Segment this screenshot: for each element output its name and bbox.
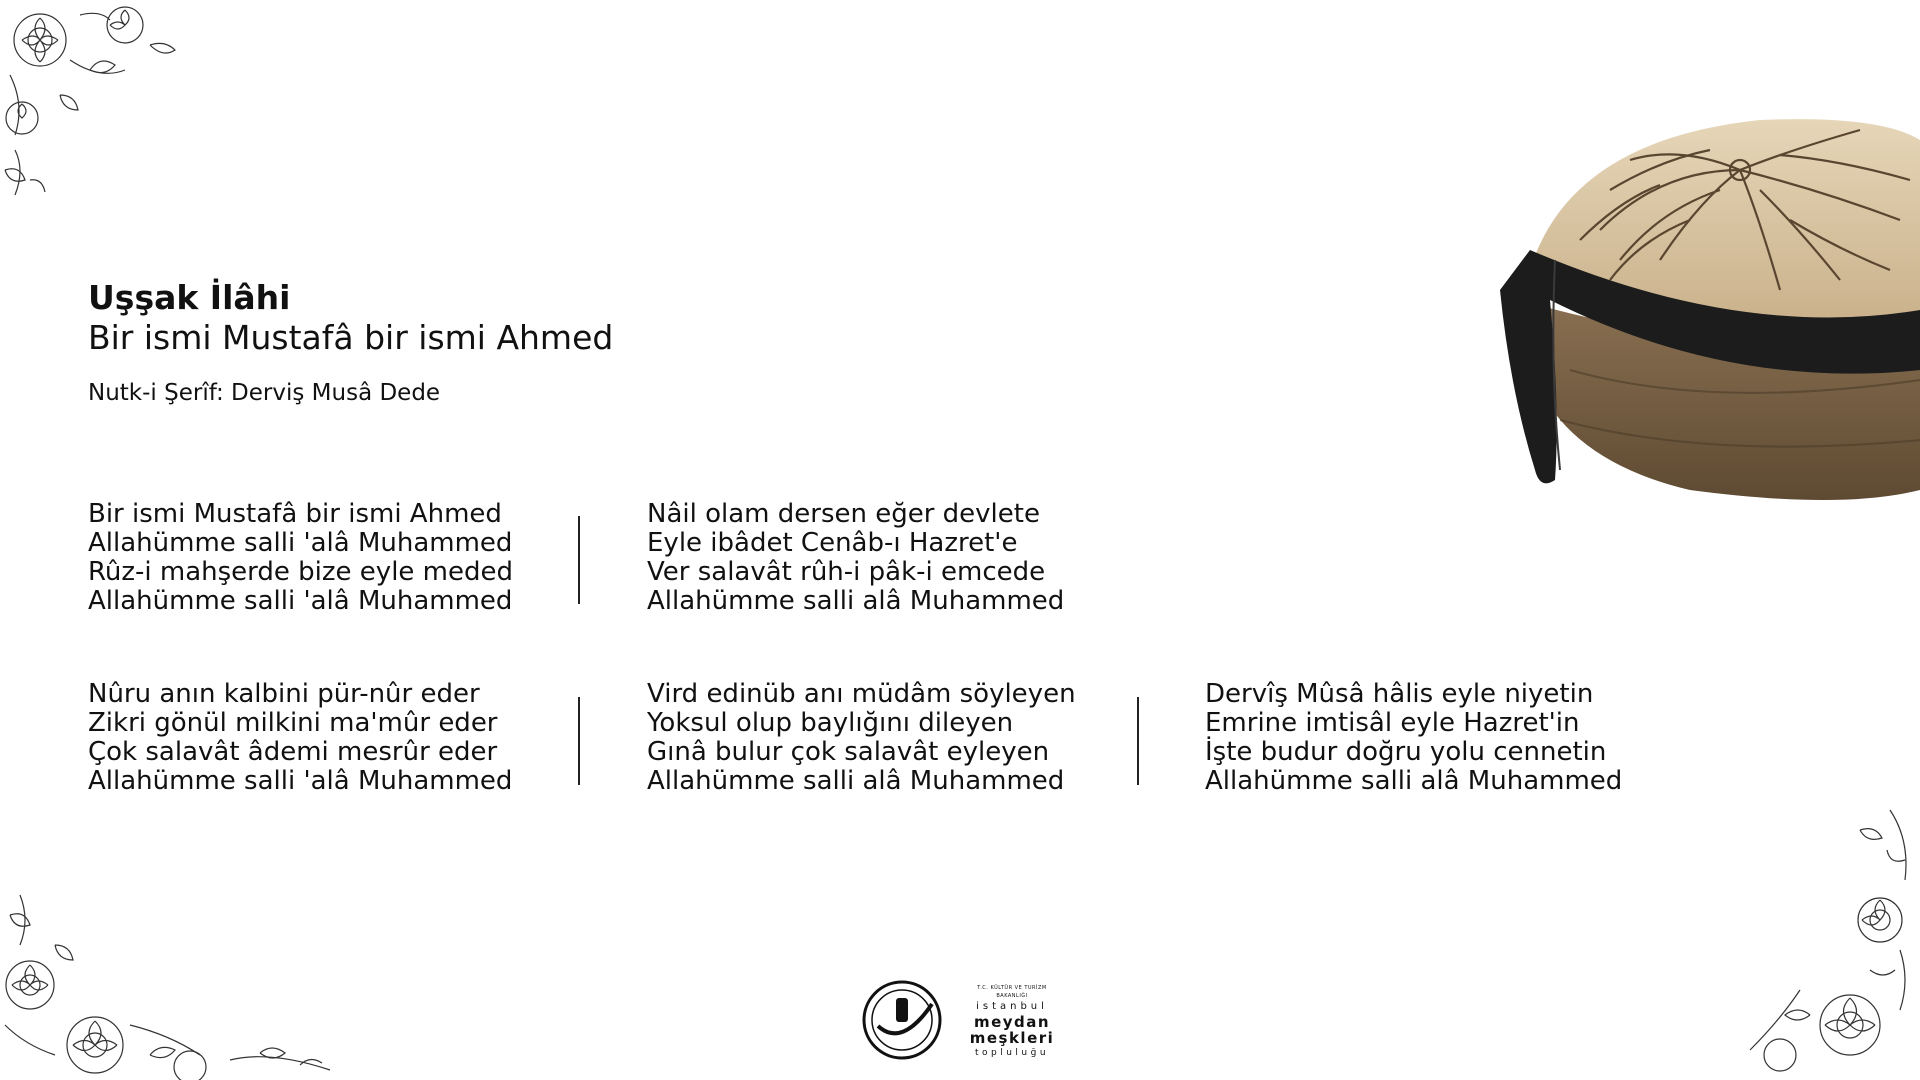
stanza-divider xyxy=(578,516,580,604)
floral-corner-bottom-left-icon xyxy=(0,875,340,1080)
stanza-line: İşte budur doğru yolu cennetin xyxy=(1205,737,1607,767)
stanza-3 xyxy=(88,680,512,796)
meydan-meskleri-logo xyxy=(860,978,1060,1062)
stanza-line: Allahümme salli 'alâ Muhammed xyxy=(88,766,513,796)
stanza-4 xyxy=(647,680,1076,796)
stanza-line: Dervîş Mûsâ hâlis eyle niyetin xyxy=(1205,679,1594,709)
stanza-line: Nûru anın kalbini pür-nûr eder xyxy=(88,679,480,709)
stanza-line: Allahümme salli alâ Muhammed xyxy=(1205,766,1623,796)
stanza-line: Nâil olam dersen eğer devlete xyxy=(647,499,1040,529)
logo-line-istanbul: istanbul xyxy=(976,1001,1048,1012)
floral-corner-top-left-icon xyxy=(0,0,180,200)
stanza-line: Allahümme salli 'alâ Muhammed xyxy=(88,528,513,558)
stanza-line: Emrine imtisâl eyle Hazret'in xyxy=(1205,708,1580,738)
stanza-line: Çok salavât âdemi mesrûr eder xyxy=(88,737,498,767)
stanza-line: Allahümme salli 'alâ Muhammed xyxy=(88,586,513,616)
stanza-line: Ver salavât rûh-i pâk-i emcede xyxy=(647,557,1046,587)
meydan-meskleri-logo-icon xyxy=(860,978,946,1062)
stanza-line: Allahümme salli alâ Muhammed xyxy=(647,586,1065,616)
stanza-line: Allahümme salli alâ Muhammed xyxy=(647,766,1065,796)
stanza-line: Gınâ bulur çok salavât eyleyen xyxy=(647,737,1050,767)
page-subtitle: Bir ismi Mustafâ bir ismi Ahmed xyxy=(88,318,614,357)
stanza-line: Eyle ibâdet Cenâb-ı Hazret'e xyxy=(647,528,1018,558)
mevlevi-sikke-icon xyxy=(1460,110,1920,520)
logo-line-toplulugu: topluluğu xyxy=(974,1048,1050,1058)
logo-line-meydan: meydan xyxy=(973,1013,1051,1031)
page-title: Uşşak İlâhi xyxy=(88,278,291,317)
stanza-line: Vird edinüb anı müdâm söyleyen xyxy=(647,679,1076,709)
author-credit: Nutk-i Şerîf: Derviş Musâ Dede xyxy=(88,380,441,406)
stanza-divider xyxy=(578,697,580,785)
stanza-line: Rûz-i mahşerde bize eyle meded xyxy=(88,557,514,587)
stanza-line: Zikri gönül milkini ma'mûr eder xyxy=(88,708,498,738)
header xyxy=(88,278,988,408)
stanza-1 xyxy=(88,500,513,616)
floral-corner-bottom-right-icon xyxy=(1740,800,1920,1080)
stanza-divider xyxy=(1137,697,1139,785)
logo-text xyxy=(962,984,1062,1060)
stanza-2 xyxy=(647,500,1064,616)
stanza-line: Yoksul olup baylığını dileyen xyxy=(647,708,1014,738)
logo-line-meskleri: meşkleri xyxy=(969,1029,1055,1047)
logo-ministry: T.C. KÜLTÜR VE TURİZM BAKANLIĞI xyxy=(977,985,1047,999)
stanza-5 xyxy=(1205,680,1622,796)
stanza-line: Bir ismi Mustafâ bir ismi Ahmed xyxy=(88,499,502,529)
